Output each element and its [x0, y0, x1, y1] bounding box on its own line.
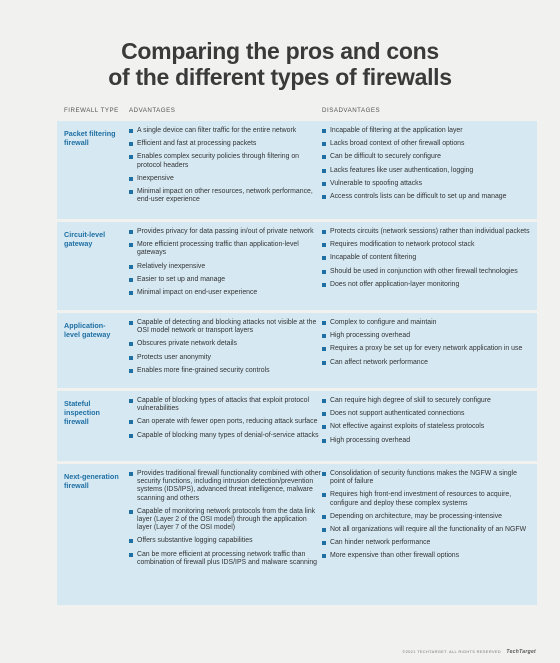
- disadvantage-item: Consolidation of security functions makes the NGFW a single point of failure: [322, 470, 532, 486]
- disadvantage-item: Complex to configure and maintain: [322, 319, 532, 327]
- advantage-item: Provides traditional firewall functionality combined with other security functions, including intrusion detection/prevention systems (IDS/IPS), advanced threat intelligence, malware scanning and others: [129, 470, 322, 503]
- advantage-item: Inexpensive: [129, 175, 322, 183]
- advantages-list: [129, 470, 322, 567]
- table-row-packet-filtering: [57, 121, 537, 219]
- advantages-list: [129, 228, 322, 297]
- advantage-item: Minimal impact on end-user experience: [129, 289, 322, 297]
- disadvantages-list: [322, 319, 532, 367]
- table-row-next-generation-firewall: [57, 464, 537, 605]
- disadvantage-item: High processing overhead: [322, 437, 532, 445]
- table-row-circuit-level-gateway: [57, 222, 537, 310]
- header-firewall-type: FIREWALL TYPE: [64, 107, 119, 114]
- disadvantages-list: [322, 397, 532, 445]
- advantage-item: More efficient processing traffic than application-level gateways: [129, 241, 322, 257]
- firewall-type-label: Application-level gateway: [64, 321, 111, 339]
- disadvantage-item: Does not support authenticated connections: [322, 410, 532, 418]
- disadvantage-item: Depending on architecture, may be processing-intensive: [322, 513, 532, 521]
- disadvantage-item: Does not offer application-layer monitoring: [322, 281, 532, 289]
- disadvantage-item: Incapable of content filtering: [322, 254, 532, 262]
- disadvantage-item: Should be used in conjunction with other firewall technologies: [322, 268, 532, 276]
- disadvantages-list: [322, 228, 532, 289]
- firewall-type-label: Stateful inspection firewall: [64, 399, 100, 426]
- advantages-list: [129, 397, 322, 440]
- advantages-list: [129, 127, 322, 204]
- advantage-item: Capable of detecting and blocking attacks not visible at the OSI model network or transport layers: [129, 319, 322, 335]
- advantage-item: Provides privacy for data passing in/out of private network: [129, 228, 322, 236]
- table-row-application-level-gateway: [57, 313, 537, 388]
- firewall-type-label: Next-generation firewall: [64, 472, 119, 490]
- advantage-item: Protects user anonymity: [129, 354, 322, 362]
- table-row-stateful-inspection: [57, 391, 537, 461]
- disadvantage-item: Can be difficult to securely configure: [322, 153, 532, 161]
- advantage-item: Efficient and fast at processing packets: [129, 140, 322, 148]
- advantage-item: Offers substantive logging capabilities: [129, 537, 322, 545]
- advantage-item: A single device can filter traffic for the entire network: [129, 127, 322, 135]
- footer-credit: [402, 649, 536, 655]
- advantage-item: Enables complex security policies through filtering on protocol headers: [129, 153, 322, 169]
- disadvantages-list: [322, 470, 532, 561]
- disadvantage-item: Can hinder network performance: [322, 539, 532, 547]
- techtarget-logo: TechTarget: [506, 649, 536, 655]
- advantage-item: Minimal impact on other resources, network performance, end-user experience: [129, 188, 322, 204]
- advantage-item: Enables more fine-grained security controls: [129, 367, 322, 375]
- disadvantage-item: Not all organizations will require all the functionality of an NGFW: [322, 526, 532, 534]
- advantage-item: Capable of blocking many types of denial-of-service attacks: [129, 432, 322, 440]
- page-title: [0, 38, 560, 90]
- title-line-1: Comparing the pros and cons: [121, 38, 439, 64]
- advantage-item: Easier to set up and manage: [129, 276, 322, 284]
- advantage-item: Relatively inexpensive: [129, 263, 322, 271]
- advantage-item: Obscures private network details: [129, 340, 322, 348]
- column-headers: [0, 107, 560, 117]
- advantages-list: [129, 319, 322, 375]
- advantage-item: Capable of blocking types of attacks that exploit protocol vulnerabilities: [129, 397, 322, 413]
- disadvantage-item: Requires modification to network protocol stack: [322, 241, 532, 249]
- disadvantage-item: Access controls lists can be difficult to set up and manage: [322, 193, 532, 201]
- disadvantage-item: Requires a proxy be set up for every network application in use: [322, 345, 532, 353]
- disadvantage-item: Lacks broad context of other firewall options: [322, 140, 532, 148]
- disadvantage-item: Can affect network performance: [322, 359, 532, 367]
- firewall-type-label: Circuit-level gateway: [64, 230, 106, 248]
- copyright-text: ©2021 TECHTARGET. ALL RIGHTS RESERVED: [402, 649, 501, 654]
- disadvantage-item: Vulnerable to spoofing attacks: [322, 180, 532, 188]
- disadvantage-item: Lacks features like user authentication, logging: [322, 167, 532, 175]
- title-line-2: of the different types of firewalls: [108, 64, 452, 90]
- disadvantage-item: Protects circuits (network sessions) rather than individual packets: [322, 228, 532, 236]
- disadvantage-item: More expensive than other firewall options: [322, 552, 532, 560]
- advantage-item: Capable of monitoring network protocols from the data link layer (Layer 2 of the OSI model) through the application layer (Layer 7 of the OSI model): [129, 508, 322, 533]
- disadvantage-item: Can require high degree of skill to securely configure: [322, 397, 532, 405]
- firewall-type-label: Packet filtering firewall: [64, 129, 116, 147]
- disadvantage-item: Not effective against exploits of stateless protocols: [322, 423, 532, 431]
- disadvantage-item: High processing overhead: [322, 332, 532, 340]
- disadvantages-list: [322, 127, 532, 201]
- disadvantage-item: Requires high front-end investment of resources to acquire, configure and deploy these complex systems: [322, 491, 532, 507]
- header-disadvantages: DISADVANTAGES: [322, 107, 381, 114]
- header-advantages: ADVANTAGES: [129, 107, 176, 114]
- disadvantage-item: Incapable of filtering at the application layer: [322, 127, 532, 135]
- advantage-item: Can be more efficient at processing network traffic than combination of firewall plus IDS/IPS and malware scanning: [129, 551, 322, 567]
- advantage-item: Can operate with fewer open ports, reducing attack surface: [129, 418, 322, 426]
